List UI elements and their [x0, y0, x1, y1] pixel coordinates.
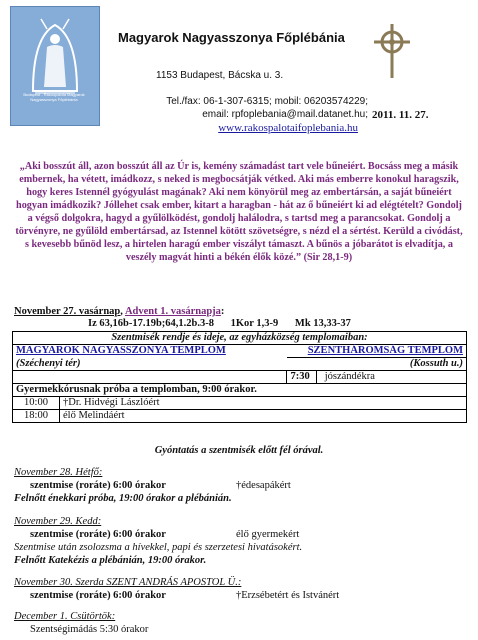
church-1-location: (Széchenyi tér) — [13, 358, 287, 371]
reading-2: 1Kor 1,3-9 — [230, 318, 279, 329]
tuesday-note-2: Felnőtt Katekézis a plébánián, 19:00 órakor. — [14, 555, 207, 566]
confession-note: Gyóntatás a szentmisék előtt fél órával. — [154, 445, 324, 456]
monday-note: Felnőtt énekkari próba, 19:00 órakor a plébánián. — [14, 493, 232, 504]
wednesday-intent: †Erzsébetért és Istvánért — [236, 590, 340, 601]
website-link[interactable]: www.rakospalotaifoplebania.hu — [218, 122, 358, 134]
parish-title: Magyarok Nagyasszonya Főplébánia — [118, 30, 345, 45]
choir-row — [13, 384, 467, 397]
day-monday: November 28. Hétfő: — [14, 467, 103, 478]
church-2-link[interactable]: SZENTHÁROMSÁG TEMPLOM — [307, 345, 463, 356]
address: 1153 Budapest, Bácska u. 3. — [156, 70, 284, 81]
church-2-location: (Kossuth u.) — [287, 358, 467, 371]
mass-time: 10:00 — [13, 397, 60, 410]
mass-time: 18:00 — [13, 410, 60, 423]
sunday-separator: , — [120, 306, 125, 317]
scripture-quote: „Aki bosszút áll, azon bosszút áll az Úr is, kemény számadást tart vele bűneiért. Bocsáss meg a másik embernek, ha vétett, imádkozz, s neked is megbocsátják vétked. Aki más emberre konokul haragszik, hogy keres Istennél gyógyulást magának? Aki nem könyörül meg az embertársán, a saját bűneiért hogyan imádkozik? Jóllehet csak ember, kitart a haragban - hát az ő bűneiért ki ad elégtételt? Gondolj a végső dolgokra, hagyd a gyűlölködést, gondolj halálodra, s tartsd meg a parancsokat. Gondolj a törvényre, ne gyűlöld embertársad, az Istennel kötött szövetségre, s nézd el a sértést. Kerüld a civódást, s kevesebb bűnöd lesz, a hirtelen haragú ember viszályt támaszt. A bűnös a jóbarátot is elvadítja, a veszély magvát hinti a békén élők közé.” (Sir 28,1-9) — [15, 161, 463, 263]
bulletin-date: 2011. 11. 27. — [372, 109, 429, 121]
table-row — [13, 410, 467, 423]
day-wednesday: November 30. Szerda SZENT ANDRÁS APOSTOL Ü.: — [14, 577, 242, 588]
table-heading: Szentmisék rendje és ideje, az egyházközség templomaiban: — [13, 332, 467, 345]
mass-intention: †Dr. Hidvégi Lászlóért — [60, 397, 467, 410]
mass-intention: jószándékra — [324, 371, 375, 382]
parish-logo — [10, 6, 100, 126]
mass-time: 7:30 — [290, 371, 310, 382]
advent-label: Advent 1. vasárnapja — [124, 306, 221, 317]
church-1 — [13, 345, 287, 358]
reading-3: Mk 13,33-37 — [294, 318, 351, 329]
celtic-cross-icon — [370, 22, 414, 80]
church-location-row — [13, 358, 467, 371]
thursday-adoration: Szentségimádás 5:30 órakor — [30, 624, 149, 635]
madonna-emblem-icon — [11, 7, 99, 125]
church-1-link[interactable]: MAGYAROK NAGYASSZONYA TEMPLOM — [16, 345, 226, 357]
sunday-colon: : — [220, 306, 225, 317]
tuesday-intent: élő gyermekért — [236, 529, 300, 540]
trinity-mass — [287, 371, 467, 384]
mass-intention: élő Melindáért — [60, 410, 467, 423]
sunday-heading — [14, 306, 224, 317]
day-thursday: December 1. Csütörtök: — [14, 611, 116, 622]
monday-intent: †édesapákért — [236, 480, 291, 491]
phone-fax: Tel./fax: 06-1-307-6315; mobil: 06203574229; — [166, 96, 368, 107]
day-tuesday: November 29. Kedd: — [14, 516, 102, 527]
table-heading-row — [13, 332, 467, 345]
wednesday-mass: szentmise (roráte) 6:00 órakor — [30, 590, 166, 601]
readings — [88, 318, 365, 329]
monday-mass: szentmise (roráte) 6:00 órakor — [30, 480, 166, 491]
church-row — [13, 345, 467, 358]
email-address: email: rpfoplebania@mail.datanet.hu; — [202, 109, 368, 120]
logo-caption: Budapest - Rákospalota Magyarok Nagyasszonya Főplébánia — [23, 92, 85, 102]
tuesday-mass: szentmise (roráte) 6:00 órakor — [30, 529, 166, 540]
sunday-date: November 27. vasárnap — [14, 306, 121, 317]
table-row — [13, 371, 467, 384]
table-row — [13, 397, 467, 410]
tuesday-note: Szentmise után zsolozsma a hívekkel, papi és szerzetesi hivatásokért. — [14, 542, 303, 553]
choir-note: Gyermekkórusnak próba a templomban, 9:00 órakor. — [13, 384, 467, 397]
church-2 — [287, 345, 467, 358]
reading-1: Iz 63,16b-17.19b;64,1.2b.3-8 — [88, 318, 215, 329]
mass-schedule-table — [12, 331, 467, 423]
